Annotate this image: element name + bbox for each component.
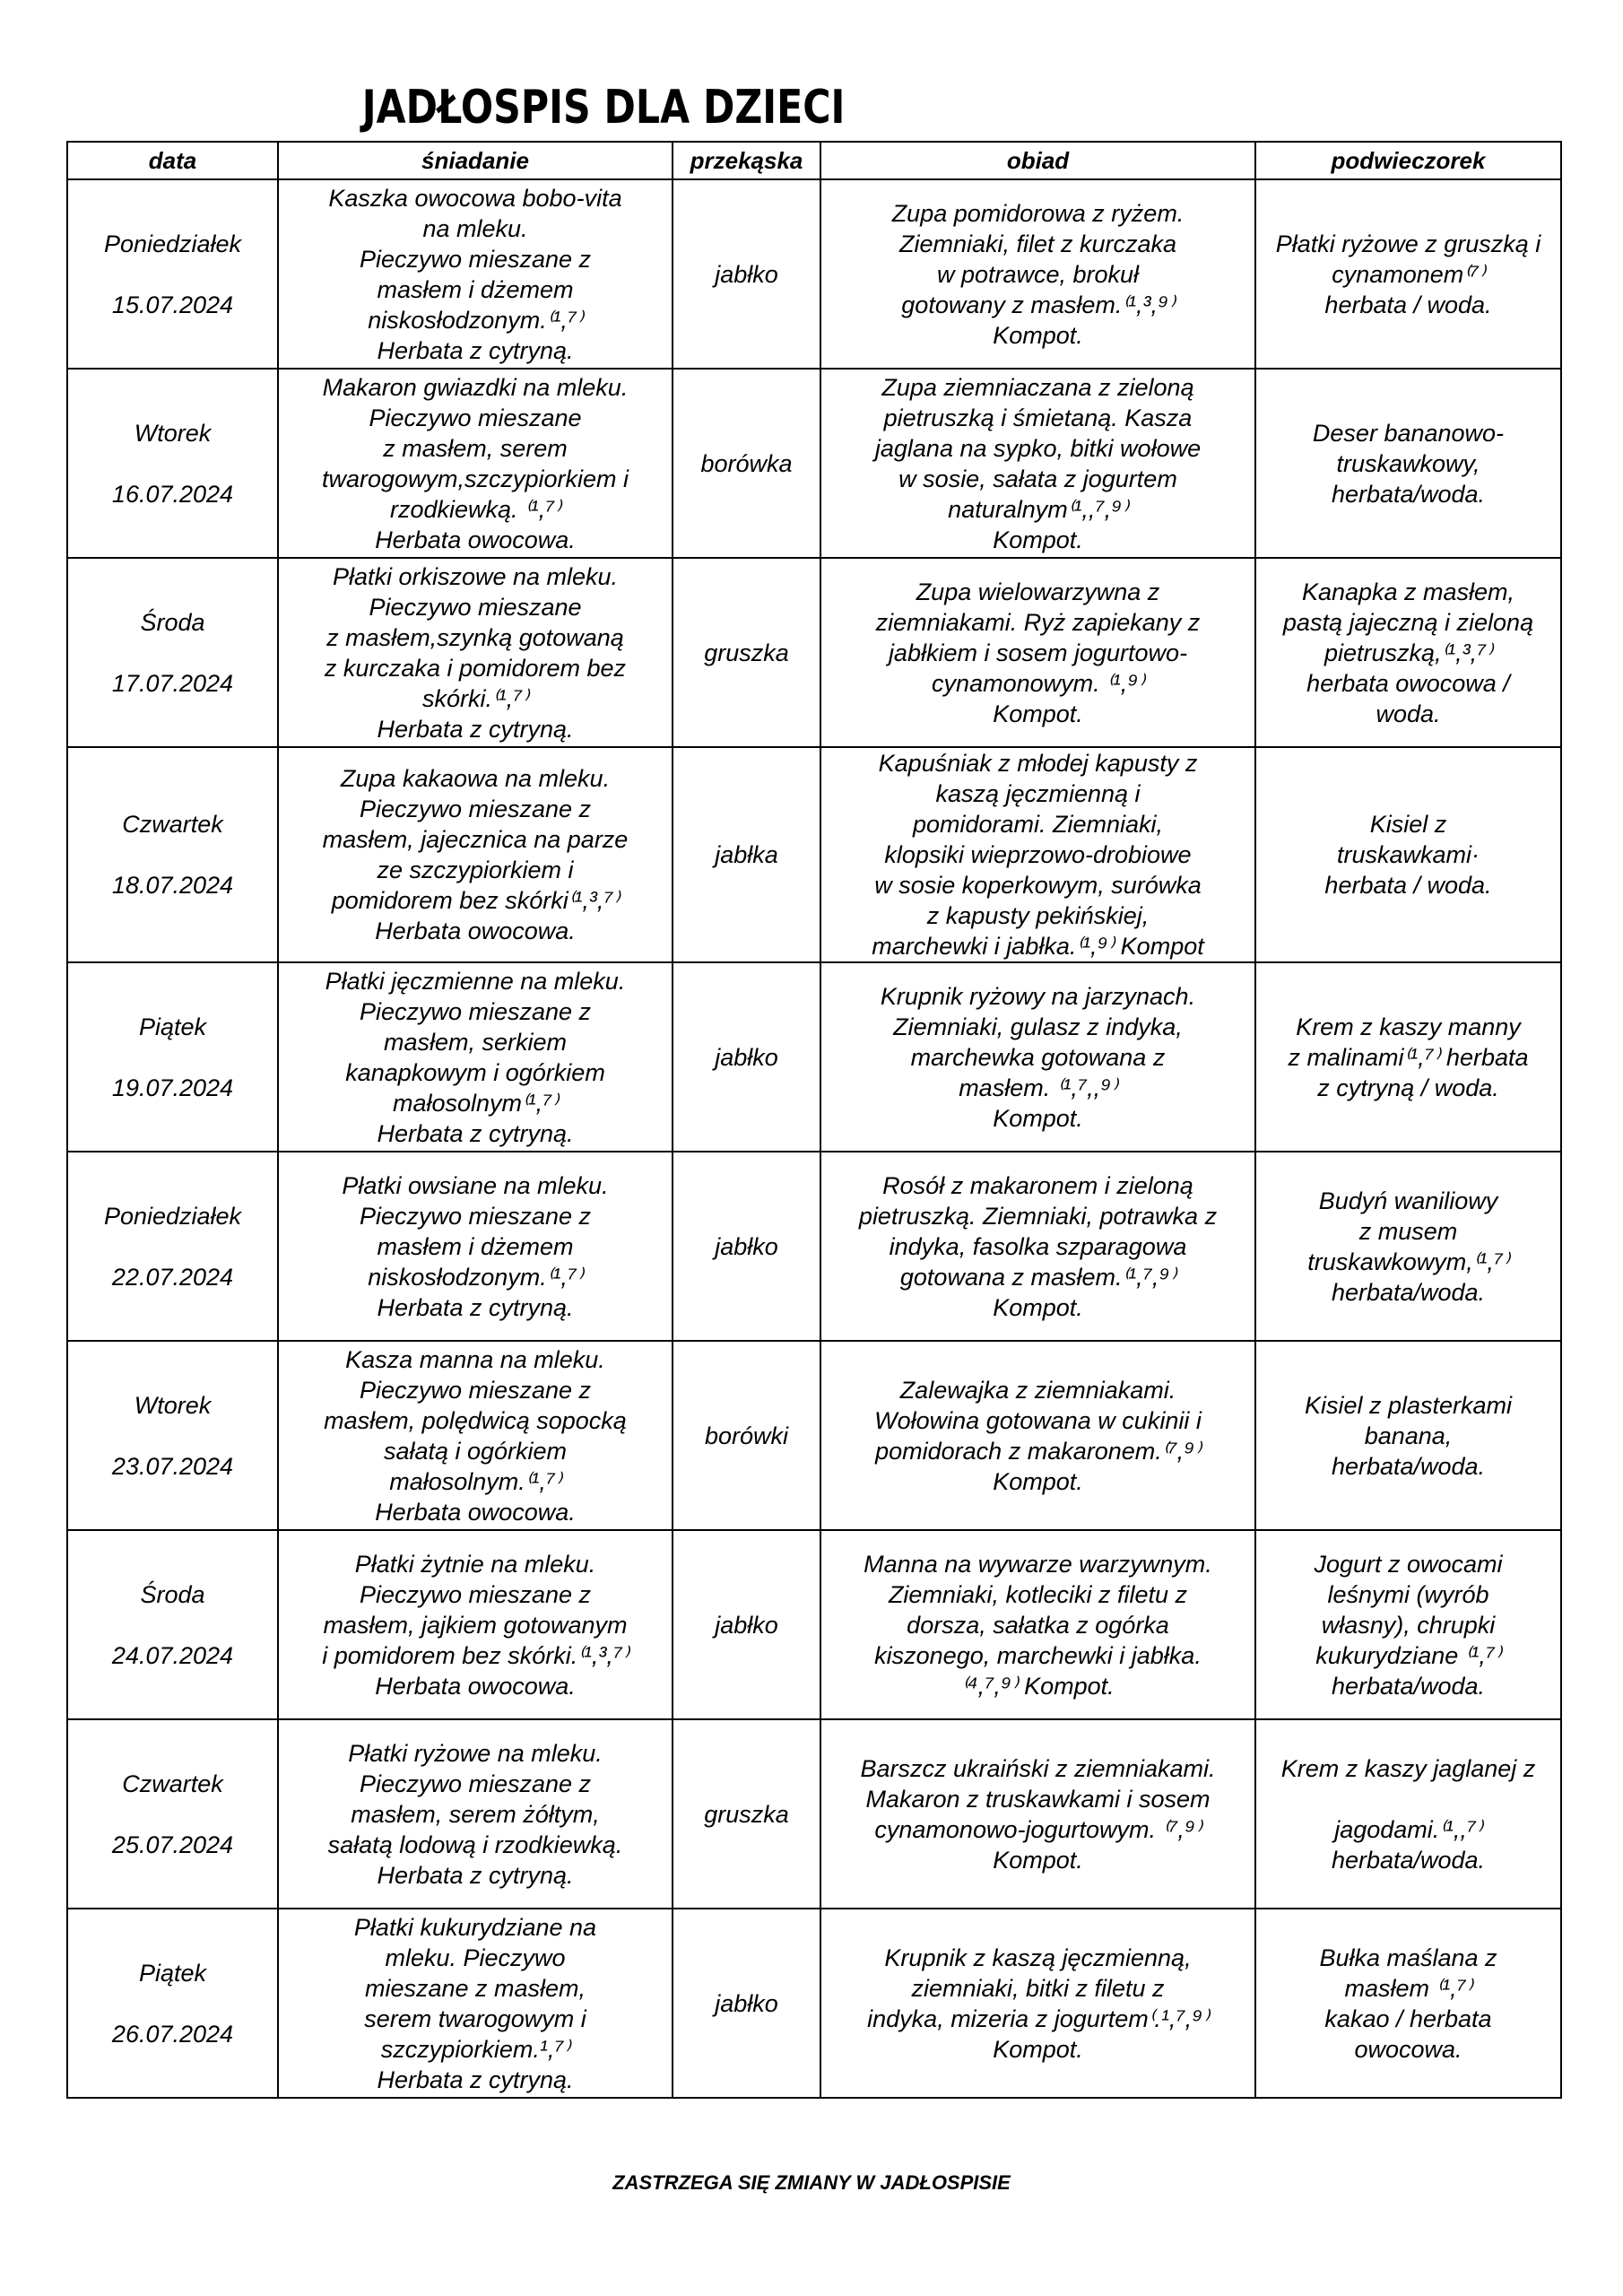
sniadanie-cell: [278, 1719, 673, 1909]
podwieczorek-cell: [1255, 1341, 1561, 1530]
podwieczorek-cell: [1255, 558, 1561, 747]
day-date: 25.07.2024: [111, 1831, 234, 1858]
date-cell: [67, 1530, 278, 1719]
przekaska-text: jabłko: [715, 1989, 778, 2017]
day-name: Środa: [140, 1580, 205, 1608]
obiad-text: Barszcz ukraiński z ziemniakami. Makaron z truskawkami i sosem cynamonowo-jogurtowym. ⁽⁷,⁹⁾ Kompot.: [860, 1754, 1216, 1874]
table-row: [67, 1719, 1561, 1909]
podwieczorek-text: Jogurt z owocami leśnymi (wyrób własny), chrupki kukurydziane ⁽¹,⁷⁾ herbata/woda.: [1314, 1550, 1503, 1700]
table-row: [67, 1909, 1561, 2098]
sniadanie-cell: [278, 179, 673, 369]
date-cell: [67, 558, 278, 747]
column-header-podwieczorek: podwieczorek: [1255, 142, 1561, 179]
przekaska-cell: [673, 179, 820, 369]
obiad-cell: [820, 1719, 1255, 1909]
podwieczorek-text: Krem z kaszy jaglanej z jagodami.⁽¹,,⁷⁾ herbata/woda.: [1280, 1754, 1536, 1874]
podwieczorek-cell: [1255, 179, 1561, 369]
podwieczorek-text: Kisiel z plasterkami banana, herbata/woda.: [1304, 1391, 1513, 1480]
header-row: [67, 142, 1561, 179]
date-cell: [67, 1719, 278, 1909]
obiad-cell: [820, 558, 1255, 747]
sniadanie-cell: [278, 369, 673, 558]
date-cell: [67, 1152, 278, 1341]
podwieczorek-cell: [1255, 962, 1561, 1152]
day-name: Wtorek: [134, 1391, 212, 1419]
obiad-cell: [820, 1530, 1255, 1719]
przekaska-cell: [673, 1152, 820, 1341]
sniadanie-text: Kasza manna na mleku. Pieczywo mieszane z masłem, polędwicą sopocką sałatą i ogórkiem małosolnym.⁽¹,⁷⁾ Herbata owocowa.: [324, 1345, 627, 1526]
podwieczorek-text: Płatki ryżowe z gruszką i cynamonem⁽⁷⁾ herbata / woda.: [1275, 230, 1541, 318]
przekaska-text: borówki: [704, 1422, 789, 1449]
day-name: Czwartek: [122, 811, 223, 838]
przekaska-text: gruszka: [704, 639, 789, 666]
przekaska-cell: [673, 747, 820, 962]
day-date: 15.07.2024: [111, 291, 234, 318]
table-row: [67, 179, 1561, 369]
date-cell: [67, 1909, 278, 2098]
sniadanie-text: Płatki jęczmienne na mleku. Pieczywo mieszane z masłem, serkiem kanapkowym i ogórkiem małosolnym⁽¹,⁷⁾ Herbata z cytryną.: [325, 967, 626, 1147]
column-header-obiad: obiad: [820, 142, 1255, 179]
sniadanie-cell: [278, 558, 673, 747]
obiad-cell: [820, 747, 1255, 962]
przekaska-cell: [673, 1341, 820, 1530]
przekaska-cell: [673, 369, 820, 558]
sniadanie-text: Płatki orkiszowe na mleku. Pieczywo mieszane z masłem,szynką gotowaną z kurczaka i pomidorem bez skórki.⁽¹,⁷⁾ Herbata z cytryną.: [324, 562, 627, 743]
day-name: Poniedziałek: [103, 1202, 242, 1230]
podwieczorek-text: Bułka maślana z masłem ⁽¹,⁷⁾ kakao / herbata owocowa.: [1319, 1944, 1497, 2063]
obiad-cell: [820, 962, 1255, 1152]
table-row: [67, 1341, 1561, 1530]
sniadanie-text: Płatki ryżowe na mleku. Pieczywo mieszane z masłem, serem żółtym, sałatą lodową i rzodkiewką. Herbata z cytryną.: [327, 1739, 623, 1889]
day-name: Wtorek: [134, 419, 212, 447]
date-cell: [67, 369, 278, 558]
obiad-text: Rosół z makaronem i zieloną pietruszką. Ziemniaki, potrawka z indyka, fasolka szparagowa gotowana z masłem.⁽¹,⁷,⁹⁾ Kompot.: [858, 1171, 1218, 1321]
footer-note: ZASTRZEGA SIĘ ZMIANY W JADŁOSPISIE: [612, 2171, 1011, 2194]
day-date: 17.07.2024: [111, 669, 234, 697]
column-header-data: data: [67, 142, 278, 179]
podwieczorek-text: Kanapka z masłem, pastą jajeczną i zieloną pietruszką,⁽¹,³,⁷⁾ herbata owocowa / woda.: [1282, 578, 1534, 727]
date-cell: [67, 1341, 278, 1530]
obiad-text: Krupnik ryżowy na jarzynach. Ziemniaki, gulasz z indyka, marchewka gotowana z masłem. ⁽¹,⁷,,⁹⁾ Kompot.: [880, 982, 1196, 1132]
obiad-text: Zupa ziemniaczana z zieloną pietruszką i śmietaną. Kasza jaglana na sypko, bitki wołowe w sosie, sałata z jogurtem naturalnym⁽¹,,⁷,⁹⁾ Kompot.: [874, 373, 1202, 553]
podwieczorek-cell: [1255, 1152, 1561, 1341]
sniadanie-text: Płatki żytnie na mleku. Pieczywo mieszane z masłem, jajkiem gotowanym i pomidorem bez skórki.⁽¹,³,⁷⁾ Herbata owocowa.: [322, 1550, 629, 1700]
column-header-przekaska: przekąska: [673, 142, 820, 179]
obiad-text: Manna na wywarze warzywnym. Ziemniaki, kotleciki z filetu z dorsza, sałatka z ogórka kiszonego, marchewki i jabłka. ⁽⁴,⁷,⁹⁾ Kompot.: [864, 1550, 1212, 1700]
przekaska-cell: [673, 1719, 820, 1909]
obiad-text: Kapuśniak z młodej kapusty z kaszą jęczmienną i pomidorami. Ziemniaki, klopsiki wieprzowo-drobiowe w sosie koperkowym, surówka z kapusty pekińskiej, marchewki i jabłka.⁽¹,⁹⁾ Kompot: [872, 750, 1204, 960]
table-row: [67, 369, 1561, 558]
przekaska-text: jabłko: [715, 1611, 778, 1639]
day-name: Czwartek: [122, 1770, 223, 1797]
date-cell: [67, 747, 278, 962]
date-cell: [67, 179, 278, 369]
table-row: [67, 747, 1561, 962]
day-date: 24.07.2024: [111, 1641, 234, 1669]
obiad-cell: [820, 1341, 1255, 1530]
podwieczorek-cell: [1255, 1909, 1561, 2098]
przekaska-text: gruszka: [704, 1800, 789, 1828]
przekaska-cell: [673, 1530, 820, 1719]
obiad-cell: [820, 1909, 1255, 2098]
date-cell: [67, 962, 278, 1152]
sniadanie-text: Makaron gwiazdki na mleku. Pieczywo mieszane z masłem, serem twarogowym,szczypiorkiem i rzodkiewką. ⁽¹,⁷⁾ Herbata owocowa.: [321, 373, 629, 553]
obiad-cell: [820, 1152, 1255, 1341]
day-name: Piątek: [138, 1959, 207, 1987]
przekaska-text: jabłka: [715, 841, 778, 868]
obiad-text: Krupnik z kaszą jęczmienną, ziemniaki, bitki z filetu z indyka, mizeria z jogurtem⁽.¹,⁷,⁹⁾ Kompot.: [867, 1944, 1209, 2063]
podwieczorek-text: Kisiel z truskawkami· herbata / woda.: [1324, 811, 1492, 899]
sniadanie-cell: [278, 1909, 673, 2098]
przekaska-cell: [673, 558, 820, 747]
day-name: Środa: [140, 608, 205, 636]
table-row: [67, 1152, 1561, 1341]
sniadanie-cell: [278, 1341, 673, 1530]
column-header-sniadanie: śniadanie: [278, 142, 673, 179]
sniadanie-cell: [278, 962, 673, 1152]
obiad-cell: [820, 179, 1255, 369]
przekaska-text: borówka: [700, 449, 793, 477]
page-title: JADŁOSPIS DLA DZIECI: [361, 81, 846, 135]
sniadanie-text: Zupa kakaowa na mleku. Pieczywo mieszane z masłem, jajecznica na parze ze szczypiorkiem i pomidorem bez skórki⁽¹,³,⁷⁾ Herbata owocowa.: [322, 765, 629, 944]
obiad-text: Zupa wielowarzywna z ziemniakami. Ryż zapiekany z jabłkiem i sosem jogurtowo- cynamonowym. ⁽¹,⁹⁾ Kompot.: [875, 578, 1201, 727]
obiad-text: Zupa pomidorowa z ryżem. Ziemniaki, filet z kurczaka w potrawce, brokuł gotowany z masłem.⁽¹,³,⁹⁾ Kompot.: [891, 199, 1185, 349]
sniadanie-cell: [278, 1152, 673, 1341]
table-row: [67, 558, 1561, 747]
sniadanie-text: Płatki kukurydziane na mleku. Pieczywo mieszane z masłem, serem twarogowym i szczypiorkiem.¹,⁷⁾ Herbata z cytryną.: [353, 1913, 597, 2093]
day-name: Piątek: [138, 1013, 207, 1040]
przekaska-text: jabłko: [715, 1232, 778, 1260]
day-date: 26.07.2024: [111, 2020, 234, 2048]
podwieczorek-cell: [1255, 369, 1561, 558]
podwieczorek-cell: [1255, 1530, 1561, 1719]
day-date: 16.07.2024: [111, 480, 234, 508]
przekaska-cell: [673, 962, 820, 1152]
podwieczorek-text: Deser bananowo- truskawkowy, herbata/woda.: [1312, 419, 1505, 508]
day-name: Poniedziałek: [103, 230, 242, 257]
menu-table: [66, 141, 1562, 2099]
przekaska-text: jabłko: [715, 260, 778, 288]
podwieczorek-cell: [1255, 747, 1561, 962]
sniadanie-text: Kaszka owocowa bobo-vita na mleku. Pieczywo mieszane z masłem i dżemem niskosłodzonym.⁽¹,⁷⁾ Herbata z cytryną.: [328, 184, 622, 364]
day-date: 23.07.2024: [111, 1452, 234, 1480]
table-row: [67, 962, 1561, 1152]
table-row: [67, 1530, 1561, 1719]
day-date: 19.07.2024: [111, 1074, 234, 1101]
obiad-text: Zalewajka z ziemniakami. Wołowina gotowana w cukinii i pomidorach z makaronem.⁽⁷,⁹⁾ Kompot.: [874, 1376, 1202, 1495]
podwieczorek-cell: [1255, 1719, 1561, 1909]
przekaska-cell: [673, 1909, 820, 2098]
day-date: 18.07.2024: [111, 872, 234, 899]
podwieczorek-text: Budyń waniliowy z musem truskawkowym,⁽¹,⁷⁾ herbata/woda.: [1307, 1187, 1509, 1306]
day-date: 22.07.2024: [111, 1263, 234, 1291]
sniadanie-cell: [278, 747, 673, 962]
podwieczorek-text: Krem z kaszy manny z malinami⁽¹,⁷⁾ herbata z cytryną / woda.: [1288, 1013, 1529, 1101]
sniadanie-cell: [278, 1530, 673, 1719]
obiad-cell: [820, 369, 1255, 558]
przekaska-text: jabłko: [715, 1043, 778, 1071]
sniadanie-text: Płatki owsiane na mleku. Pieczywo mieszane z masłem i dżemem niskosłodzonym.⁽¹,⁷⁾ Herbata z cytryną.: [342, 1171, 609, 1321]
